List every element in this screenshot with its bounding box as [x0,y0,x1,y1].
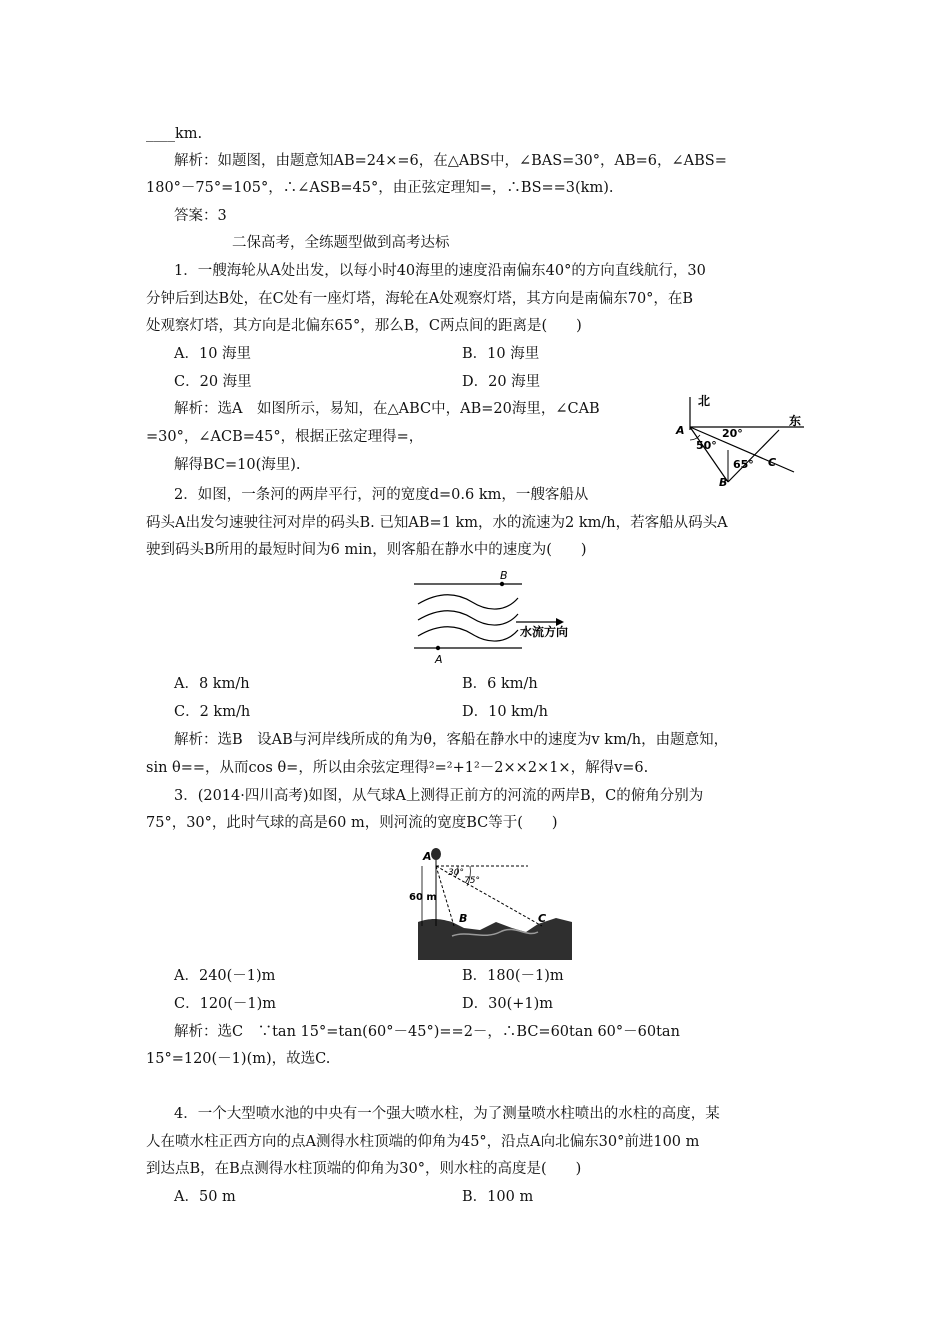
north-label: 北 [698,394,711,408]
point-c-label: C [538,912,547,925]
q2-solution-line-1: 解析：选B 设AB与河岸线所成的角为θ，客船在静水中的速度为v km/h，由题意知， [174,732,729,748]
q4-stem-line-3: 到达点B，在B点测得水柱顶端的仰角为30°，则水柱的高度是( ) [146,1161,582,1177]
point-a-label: A [423,850,432,863]
q3-option-a: A．240(－1)m [174,968,276,984]
east-label: 东 [789,414,802,428]
q3-solution-line-1: 解析：选C ∵tan 15°=tan(60°－45°)==2－，∴BC=60tan 60°－60tan [174,1024,680,1040]
q3-option-c: C．120(－1)m [174,996,277,1012]
q2-river-figure [410,566,590,670]
water-wave-1 [418,595,518,609]
angle-20-label: 20° [722,427,743,440]
water-wave-3 [418,627,518,641]
q2-option-c: C．2 km/h [174,704,251,720]
q1-solution-line-2: =30°，∠ACB=45°，根据正弦定理得=， [146,429,424,445]
q2-option-b: B．6 km/h [462,676,538,692]
q2-stem-line-1: 2．如图，一条河的两岸平行，河的宽度d=0.6 km，一艘客船从 [174,487,589,503]
q3-balloon-figure [408,842,578,960]
dock-a-label: A [435,653,443,666]
q4-stem-line-1: 4．一个大型喷水池的中央有一个强大喷水柱，为了测量喷水柱喷出的水柱的高度，某 [174,1106,720,1122]
dock-a-point [436,646,440,650]
q1-option-a: A．10 海里 [174,346,252,362]
angle-65-label: 65° [733,458,754,471]
q4-option-b: B．100 m [462,1189,534,1205]
angle-50-label: 50° [696,439,717,452]
angle-30-label: 30° [448,868,464,878]
point-c-label: C [768,456,777,469]
balloon-icon [431,848,441,860]
point-a-label: A [676,424,685,437]
q1-solution-line-3: 解得BC=10(海里). [174,457,301,473]
q3-solution-line-2: 15°=120(－1)(m)，故选C. [146,1051,331,1067]
q3-option-d: D．30(+1)m [462,996,554,1012]
point-b-label: B [719,476,728,489]
river-terrain [418,918,572,960]
height-label: 60 m [409,892,437,903]
q1-option-b: B．10 海里 [462,346,540,362]
q1-option-d: D．20 海里 [462,374,541,390]
q1-navigation-figure [676,394,806,498]
q4-option-a: A．50 m [174,1189,236,1205]
dock-b-point [500,582,504,586]
dock-b-label: B [500,569,508,582]
prev-solution-line-1: 解析：如题图，由题意知AB=24×=6，在△ABS中，∠BAS=30°，AB=6，∠ABS= [174,153,727,169]
q2-option-d: D．10 km/h [462,704,548,720]
q2-stem-line-2: 码头A出发匀速驶往河对岸的码头B. 已知AB=1 km，水的流速为2 km/h，若客船从码头A [146,515,728,531]
point-b-label: B [459,912,468,925]
prev-solution-line-2: 180°－75°=105°，∴∠ASB=45°，由正弦定理知=，∴BS==3(km). [146,180,614,196]
angle-75-label: 75° [464,876,480,886]
q1-solution-line-1: 解析：选A 如图所示，易知，在△ABC中，AB=20海里，∠CAB [174,401,600,417]
q2-solution-line-2: sin θ==，从而cos θ=，所以由余弦定理得²=²+1²－2××2×1×，解得v=6. [146,760,649,776]
q1-stem-line-1: 1．一艘海轮从A处出发，以每小时40海里的速度沿南偏东40°的方向直线航行，30 [174,263,706,279]
flow-direction-label: 水流方向 [520,625,569,639]
q3-stem-line-1: 3．(2014·四川高考)如图，从气球A上测得正前方的河流的两岸B，C的俯角分别为 [174,788,704,804]
section-title: 二保高考，全练题型做到高考达标 [232,235,450,251]
q3-option-b: B．180(－1)m [462,968,564,984]
q4-stem-line-2: 人在喷水柱正西方向的点A测得水柱顶端的仰角为45°，沿点A向北偏东30°前进100 m [146,1134,700,1150]
q3-stem-line-2: 75°，30°，此时气球的高是60 m，则河流的宽度BC等于( ) [146,815,558,831]
water-wave-2 [418,611,518,625]
q1-stem-line-3: 处观察灯塔，其方向是北偏东65°，那么B，C两点间的距离是( ) [146,318,582,334]
q1-option-c: C．20 海里 [174,374,252,390]
prev-answer: 答案：3 [174,208,227,224]
q2-option-a: A．8 km/h [174,676,250,692]
q2-stem-line-3: 驶到码头B所用的最短时间为6 min，则客船在静水中的速度为( ) [146,542,587,558]
prev-answer-blank: ____km. [146,126,203,142]
q1-stem-line-2: 分钟后到达B处，在C处有一座灯塔，海轮在A处观察灯塔，其方向是南偏东70°，在B [146,291,694,307]
